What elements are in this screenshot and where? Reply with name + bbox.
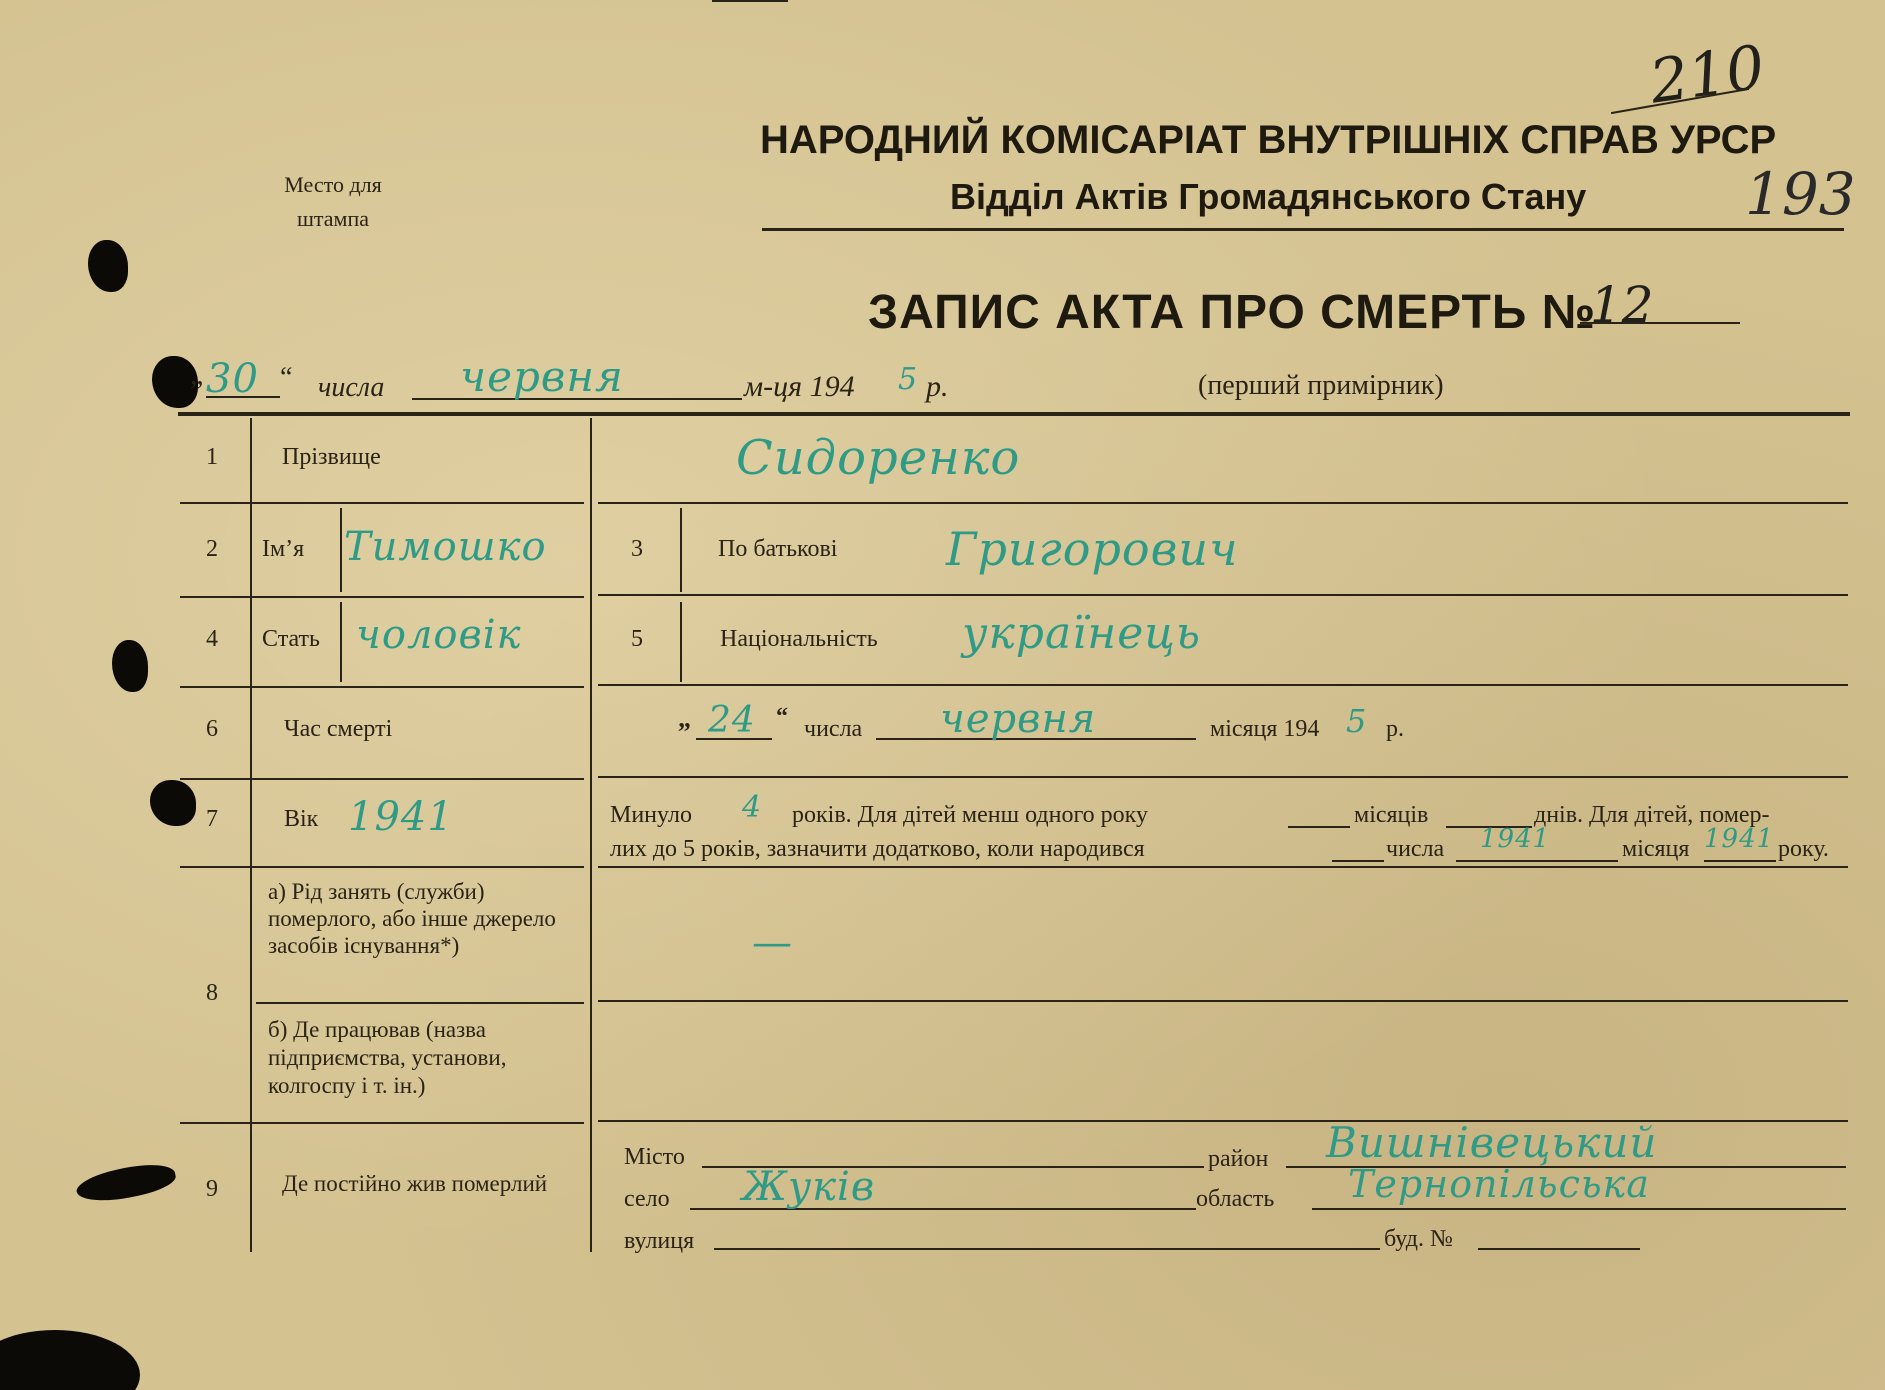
death-time-label: Час смерті <box>284 716 393 742</box>
first-name-value: Тимошко <box>344 524 547 570</box>
binder-hole-1 <box>88 240 128 292</box>
age-birth-day-line <box>1332 860 1384 862</box>
death-month-label: місяця 194 <box>1210 716 1320 742</box>
street-label: вулиця <box>624 1228 695 1254</box>
table-top-rule <box>178 412 1850 416</box>
region-label: область <box>1196 1186 1275 1212</box>
age-label: Вік <box>284 806 319 832</box>
building-line <box>1478 1248 1640 1250</box>
row7-number: 7 <box>206 806 218 832</box>
date-quote-close: “ <box>280 362 293 393</box>
row4-number: 4 <box>206 626 218 652</box>
village-label: село <box>624 1186 670 1212</box>
row-sep-4b <box>598 776 1848 778</box>
date-month: червня <box>460 352 624 401</box>
village-value: Жуків <box>742 1164 876 1210</box>
death-quote-close: “ <box>776 704 788 730</box>
row-sep-6 <box>180 1122 584 1124</box>
district-value: Вишнівецький <box>1326 1118 1658 1167</box>
patronymic-value: Григорович <box>946 522 1239 576</box>
age-years-line <box>712 0 788 2</box>
first-name-label: Ім’я <box>262 536 305 562</box>
date-year-label: р. <box>926 370 949 403</box>
row5-number: 5 <box>631 626 643 652</box>
death-day-label: числа <box>804 716 863 742</box>
age-value: 1941 <box>348 794 454 840</box>
row-sep-4 <box>180 778 584 780</box>
row-sep-8ab <box>598 1000 1848 1002</box>
row9-number: 9 <box>206 1176 218 1202</box>
row1-number: 1 <box>206 444 218 470</box>
date-day-label: числа <box>318 372 385 403</box>
date-year-digit: 5 <box>898 362 919 397</box>
sex-label: Стать <box>262 626 320 652</box>
row-sep-5 <box>180 866 584 868</box>
nationality-label: Національність <box>720 626 878 652</box>
age-line2-d: року. <box>1778 836 1829 862</box>
stamp-placeholder: Место для штампа <box>284 172 382 231</box>
surname-label: Прізвище <box>282 444 381 470</box>
row-sep-1b <box>598 502 1848 504</box>
birth-month: 1941 <box>1704 824 1775 854</box>
death-year-label: р. <box>1386 716 1404 742</box>
archive-number-top: 210 <box>1645 32 1769 118</box>
date-month-label: м-ця 194 <box>744 370 855 403</box>
birth-day: 1941 <box>1480 824 1551 854</box>
age-line1-b: років. Для дітей менш одного року <box>792 802 1149 828</box>
building-label: буд. № <box>1384 1226 1453 1252</box>
city-label: Місто <box>624 1144 685 1170</box>
row2-inner-divider <box>340 508 342 592</box>
sex-value: чоловік <box>356 612 522 658</box>
col-divider-1 <box>250 418 252 1252</box>
workplace-label: б) Де працював (назва підприємства, установи, колгоспу і т. ін.) <box>268 1017 507 1098</box>
age-line1-c: місяців <box>1354 802 1429 828</box>
row8-number: 8 <box>206 980 218 1006</box>
row-sep-5b <box>598 866 1848 868</box>
age-birth-month-line <box>1704 860 1776 862</box>
street-line <box>714 1248 1380 1250</box>
death-quote-open: „ <box>678 704 691 733</box>
age-line2-b: числа <box>1386 836 1445 862</box>
row4-divider-a <box>680 602 682 682</box>
row3-number: 3 <box>631 536 643 562</box>
header-rule <box>762 228 1844 231</box>
death-day: 24 <box>708 700 756 741</box>
nationality-value: українець <box>962 608 1201 659</box>
binder-hole-5 <box>74 1158 178 1208</box>
row2-divider-a <box>680 508 682 592</box>
row-sep-1 <box>180 502 584 504</box>
archive-number-side: 193 <box>1745 160 1856 228</box>
age-line2-a: лих до 5 років, зазначити додатково, коли народився <box>610 836 1145 862</box>
record-title: ЗАПИС АКТА ПРО СМЕРТЬ № <box>868 286 1597 339</box>
date-quote-open: „ <box>190 358 204 391</box>
torn-corner <box>0 1330 140 1390</box>
surname-value: Сидоренко <box>736 430 1021 486</box>
copy-label: (перший примірник) <box>1198 370 1444 401</box>
row4-inner-divider <box>340 602 342 682</box>
record-number: 12 <box>1590 276 1654 334</box>
col-divider-2 <box>590 418 592 1252</box>
ministry-title: НАРОДНИЙ КОМІСАРІАТ ВНУТРІШНІХ СПРАВ УРСР <box>760 118 1777 162</box>
age-years: 4 <box>742 790 763 825</box>
row-sep-2 <box>180 596 584 598</box>
row-sep-6b <box>598 1120 1848 1122</box>
region-line <box>1312 1208 1846 1210</box>
occupation-label: а) Рід занять (служби) померлого, або інше джерело засобів існування*) <box>268 879 556 958</box>
row6-number: 6 <box>206 716 218 742</box>
death-year-digit: 5 <box>1346 702 1368 740</box>
age-birth-num-line <box>1456 860 1618 862</box>
age-line1-a: Минуло <box>610 802 692 828</box>
binder-hole-3 <box>112 640 148 692</box>
age-line2-c: місяця <box>1622 836 1690 862</box>
residence-label: Де постійно жив померлий <box>282 1171 548 1196</box>
row-sep-3 <box>180 686 584 688</box>
patronymic-label: По батькові <box>718 536 838 562</box>
row-sep-8a <box>256 1002 584 1004</box>
department-title: Відділ Актів Громадянського Стану <box>950 176 1587 217</box>
row-sep-3b <box>598 684 1848 686</box>
occupation-value: — <box>752 920 793 966</box>
row-sep-2b <box>598 594 1848 596</box>
death-month: червня <box>940 696 1097 742</box>
age-line1-d: днів. Для дітей, помер- <box>1534 802 1770 828</box>
region-value: Тернопільська <box>1348 1162 1650 1206</box>
age-months-line <box>1288 826 1350 828</box>
row2-number: 2 <box>206 536 218 562</box>
date-day: 30 <box>206 356 259 402</box>
district-label: район <box>1208 1146 1269 1172</box>
